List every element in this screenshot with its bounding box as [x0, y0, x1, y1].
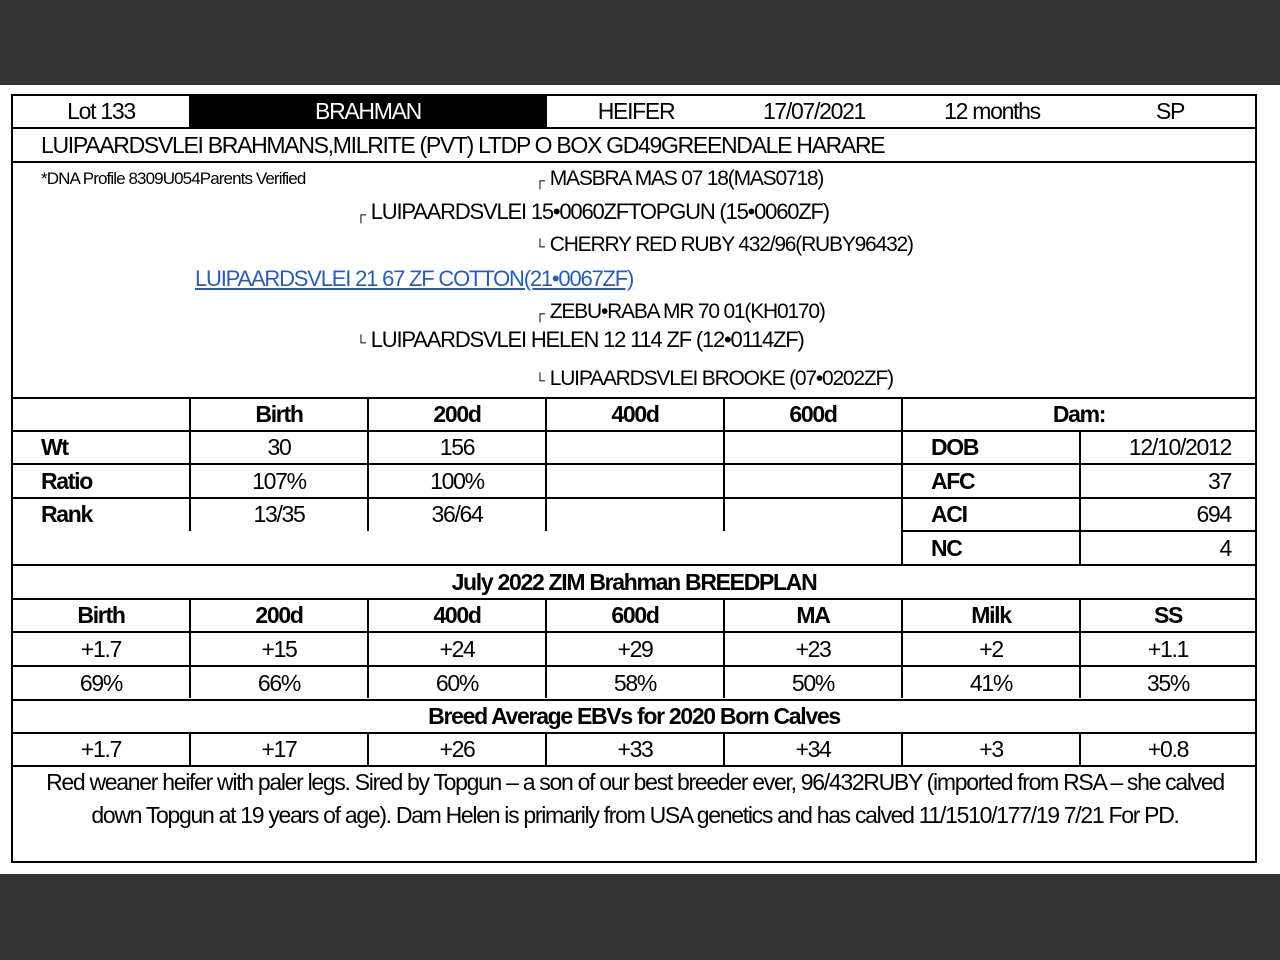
lot-card — [11, 94, 1257, 863]
average-value: +26 — [439, 736, 475, 762]
perf-col-header: 400d — [611, 401, 659, 427]
average-value: +0.8 — [1147, 736, 1189, 762]
ebv-value: +15 — [261, 635, 297, 662]
average-value: +3 — [979, 736, 1003, 762]
bracket-bottom-icon: └ — [535, 372, 544, 388]
ebv-accuracy: 50% — [791, 669, 835, 696]
pedigree-sire-dam: └ CHERRY RED RUBY 432/96(RUBY96432) — [535, 233, 913, 256]
bracket-bottom-icon: └ — [356, 334, 365, 350]
ebv-accuracy: 69% — [79, 669, 123, 696]
bracket-top-icon: ┌ — [535, 305, 544, 321]
code-label: SP — [1155, 98, 1185, 124]
average-value: +17 — [261, 736, 297, 762]
ebv-col-header: SS — [1153, 602, 1183, 628]
dam-label: AFC — [931, 467, 975, 494]
average-value: +33 — [617, 736, 653, 762]
birth-date: 17/07/2021 — [762, 98, 866, 124]
dam-label: NC — [931, 534, 962, 561]
average-value: +34 — [795, 736, 831, 762]
ebv-value: +1.1 — [1147, 635, 1189, 662]
perf-row-label: Rank — [41, 501, 93, 527]
rule — [13, 161, 1255, 163]
ebv-value: +23 — [795, 635, 831, 662]
pedigree-sire-sire: ┌ MASBRA MAS 07 18(MAS0718) — [535, 167, 824, 190]
perf-col-header: 200d — [433, 401, 481, 427]
lot-comment: Red weaner heifer with paler legs. Sired by Topgun – a son of our best breeder ever, 96/432RUBY (imported from RSA – she calved down Topgun at 19 years of age). Dam Helen is primarily from USA genetics and has calved 11/1510/177/19 7/21 For PD. — [46, 769, 1224, 828]
perf-col-header: 600d — [789, 401, 837, 427]
bracket-top-icon: ┌ — [356, 206, 365, 222]
dna-profile: *DNA Profile 8309U054Parents Verified — [41, 169, 306, 188]
ebv-col-header: 200d — [255, 602, 303, 628]
averages-title: Breed Average EBVs for 2020 Born Calves — [428, 703, 840, 729]
perf-value — [547, 465, 723, 497]
dam-label: ACI — [931, 501, 967, 527]
dam-value: 37 — [1208, 467, 1231, 494]
perf-value — [547, 499, 723, 530]
dam-value: 4 — [1219, 534, 1231, 561]
perf-value: 100% — [430, 467, 484, 494]
ebv-col-header: MA — [796, 602, 830, 628]
dam-value: 12/10/2012 — [1128, 434, 1231, 460]
ebv-accuracy: 60% — [435, 669, 479, 696]
pedigree-animal-link[interactable]: LUIPAARDSVLEI 21 67 ZF COTTON(21•0067ZF) — [195, 266, 634, 291]
ebv-col-header: 600d — [611, 602, 659, 628]
ebv-accuracy: 58% — [613, 669, 657, 696]
perf-value — [725, 499, 901, 530]
age-label: 12 months — [944, 98, 1040, 124]
dam-label: DOB — [931, 434, 979, 460]
ebv-value: +29 — [617, 635, 653, 662]
breed-label: BRAHMAN — [189, 96, 547, 127]
ebv-col-header: Birth — [77, 602, 125, 628]
ebv-col-header: 400d — [433, 602, 481, 628]
perf-row-label: Wt — [41, 434, 68, 460]
ebv-value: +1.7 — [80, 635, 122, 662]
perf-value: 107% — [252, 467, 306, 494]
perf-value — [725, 432, 901, 463]
perf-value — [725, 465, 901, 497]
pedigree-dam-dam: └ LUIPAARDSVLEI BROOKE (07•0202ZF) — [535, 367, 893, 390]
average-value: +1.7 — [80, 736, 122, 762]
breeder-address: LUIPAARDSVLEI BRAHMANS,MILRITE (PVT) LTDP O BOX GD49GREENDALE HARARE — [41, 131, 885, 158]
perf-value: 13/35 — [253, 501, 305, 527]
ebv-accuracy: 41% — [969, 669, 1013, 696]
perf-value: 156 — [439, 434, 475, 460]
bracket-top-icon: ┌ — [535, 172, 544, 188]
perf-value: 36/64 — [431, 501, 483, 527]
perf-value: 30 — [267, 434, 291, 460]
breedplan-title: July 2022 ZIM Brahman BREEDPLAN — [451, 568, 817, 595]
ebv-value: +2 — [979, 635, 1003, 662]
dam-title: Dam: — [1052, 401, 1106, 427]
dam-value: 694 — [1196, 501, 1231, 527]
pedigree-sire: ┌ LUIPAARDSVLEI 15•0060ZFTOPGUN (15•0060ZF) — [356, 199, 829, 224]
ebv-col-header: Milk — [971, 602, 1011, 628]
perf-row-label: Ratio — [41, 467, 93, 494]
sex-label: HEIFER — [597, 98, 675, 124]
perf-col-header: Birth — [255, 401, 303, 427]
lot-number: Lot 133 — [67, 98, 135, 124]
pedigree-dam-sire: ┌ ZEBU•RABA MR 70 01(KH0170) — [535, 300, 825, 323]
bracket-bottom-icon: └ — [535, 238, 544, 254]
ebv-accuracy: 66% — [257, 669, 301, 696]
ebv-value: +24 — [439, 635, 475, 662]
ebv-accuracy: 35% — [1146, 669, 1190, 696]
perf-value — [547, 432, 723, 463]
pedigree-dam: └ LUIPAARDSVLEI HELEN 12 114 ZF (12•0114ZF) — [356, 327, 804, 352]
